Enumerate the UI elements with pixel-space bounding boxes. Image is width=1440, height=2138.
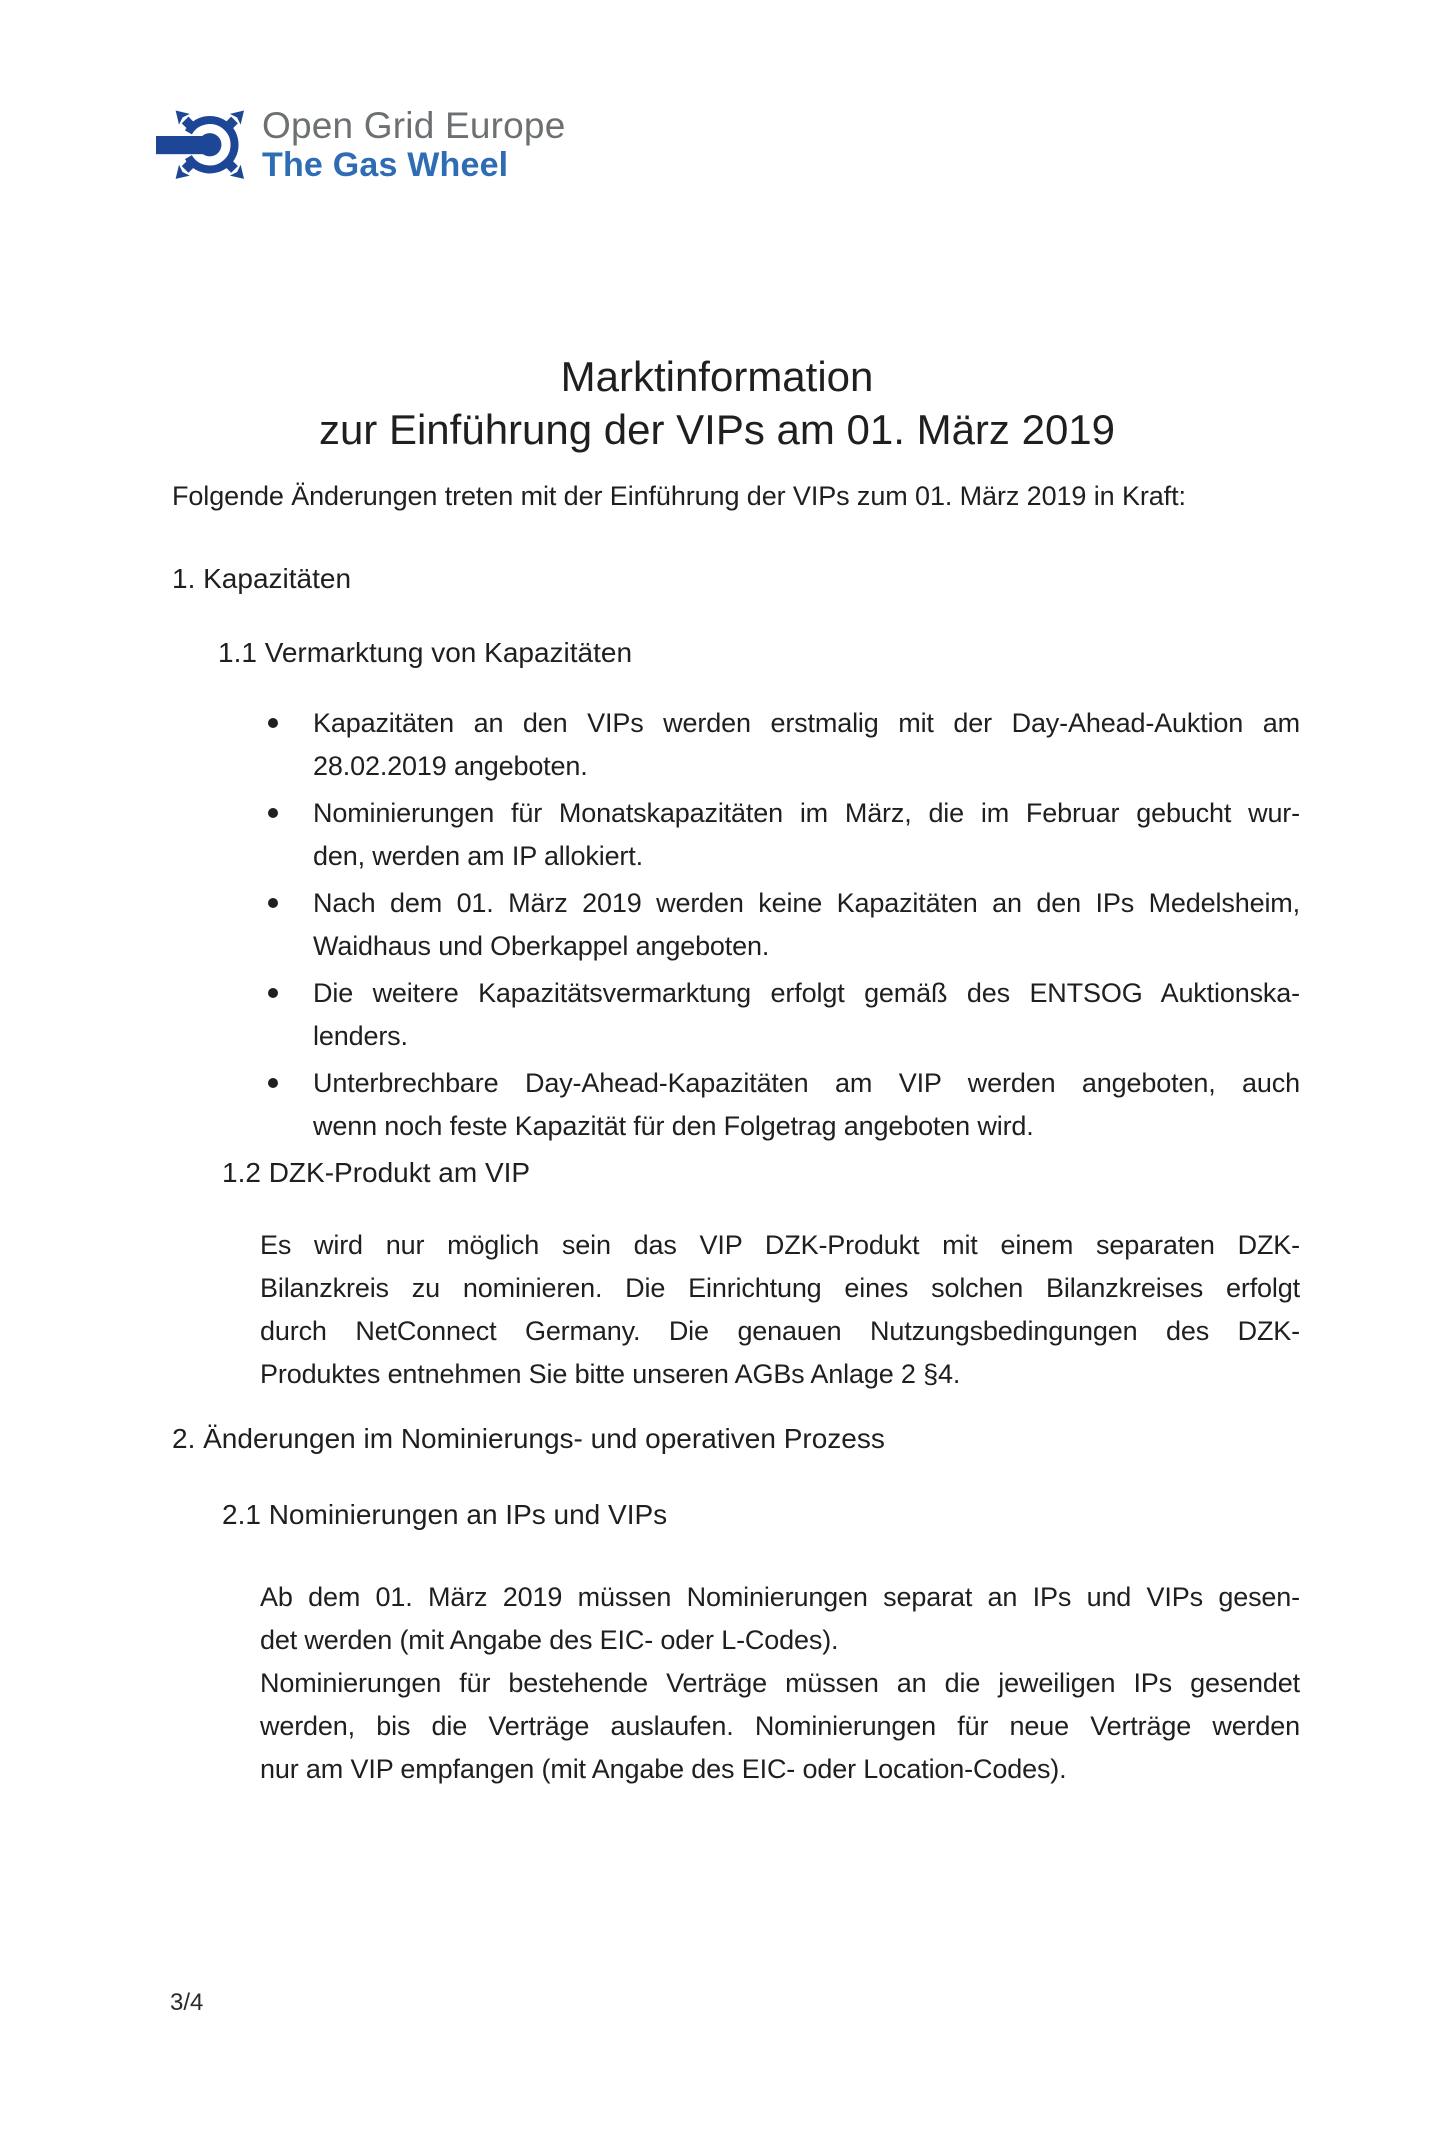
logo-tagline: The Gas Wheel [262, 145, 509, 184]
bullet-text-line: den, werden am IP allokiert. [313, 841, 643, 871]
paragraph-line: nur am VIP empfangen (mit Angabe des EIC- oder Location-Codes). [260, 1754, 1067, 1784]
title-line-1: Marktinformation [560, 353, 874, 400]
logo-text [262, 105, 565, 184]
section-2-1-heading: 2.1 Nominierungen an IPs und VIPs [222, 1499, 668, 1530]
logo-company-name: Open Grid Europe [262, 104, 566, 146]
page-number: 3/4 [170, 1989, 204, 2016]
bullet-item [172, 792, 1300, 878]
section-2-heading: 2. Änderungen im Nominierungs- und operativen Prozess [172, 1423, 885, 1454]
bullet-text-line: Kapazitäten an den VIPs werden erstmalig mit der Day-Ahead-Auktion am [313, 708, 1300, 738]
bullet-point-icon [268, 988, 278, 998]
bullet-item [172, 972, 1300, 1058]
dzk-paragraph [260, 1224, 1300, 1396]
document-page [0, 100, 1440, 2138]
bullet-point-icon [268, 898, 278, 908]
bullet-text-line: Nach dem 01. März 2019 werden keine Kapazitäten an den IPs Medelsheim, [313, 888, 1300, 918]
capacity-bullet-list [172, 702, 1300, 1148]
bullet-text-line: Waidhaus und Oberkappel angeboten. [313, 931, 770, 961]
paragraph-line: Es wird nur möglich sein das VIP DZK-Produkt mit einem separaten DZK- [260, 1230, 1300, 1260]
bullet-text-line: Unterbrechbare Day-Ahead-Kapazitäten am VIP werden angeboten, auch [313, 1068, 1300, 1098]
paragraph-line: Ab dem 01. März 2019 müssen Nominierungen separat an IPs und VIPs gesen- [260, 1582, 1300, 1612]
bullet-item [172, 1062, 1300, 1148]
logo [156, 100, 1300, 188]
bullet-text-line: Nominierungen für Monatskapazitäten im März, die im Februar gebucht wur- [313, 798, 1300, 828]
paragraph-line: Produktes entnehmen Sie bitte unseren AGBs Anlage 2 §4. [260, 1359, 961, 1389]
paragraph-line: det werden (mit Angabe des EIC- oder L-Codes). [260, 1625, 839, 1655]
bullet-text-line: wenn noch feste Kapazität für den Folgetrag angeboten wird. [313, 1111, 1034, 1141]
paragraph-line: durch NetConnect Germany. Die genauen Nutzungsbedingungen des DZK- [260, 1316, 1300, 1346]
bullet-text-line: lenders. [313, 1021, 408, 1051]
nomination-paragraph [260, 1576, 1300, 1791]
bullet-item [172, 702, 1300, 788]
paragraph-line: Bilanzkreis zu nominieren. Die Einrichtung eines solchen Bilanzkreises erfolgt [260, 1273, 1300, 1303]
bullet-text-line: 28.02.2019 angeboten. [313, 751, 588, 781]
bullet-item [172, 882, 1300, 968]
intro-paragraph: Folgende Änderungen treten mit der Einführung der VIPs zum 01. März 2019 in Kraft: [172, 481, 1186, 511]
bullet-text-line: Die weitere Kapazitätsvermarktung erfolgt gemäß des ENTSOG Auktionska- [313, 978, 1300, 1008]
gas-wheel-icon [156, 104, 252, 184]
bullet-point-icon [268, 1078, 278, 1088]
bullet-point-icon [268, 808, 278, 818]
bullet-point-icon [268, 718, 278, 728]
document-title [134, 350, 1300, 456]
section-1-heading: 1. Kapazitäten [172, 563, 352, 594]
paragraph-line: Nominierungen für bestehende Verträge müssen an die jeweiligen IPs gesendet [260, 1668, 1300, 1698]
paragraph-line: werden, bis die Verträge auslaufen. Nominierungen für neue Verträge werden [260, 1711, 1300, 1741]
section-1-1-heading: 1.1 Vermarktung von Kapazitäten [218, 637, 633, 668]
title-line-2: zur Einführung der VIPs am 01. März 2019 [318, 406, 1116, 453]
section-1-2-heading: 1.2 DZK-Produkt am VIP [222, 1157, 531, 1188]
